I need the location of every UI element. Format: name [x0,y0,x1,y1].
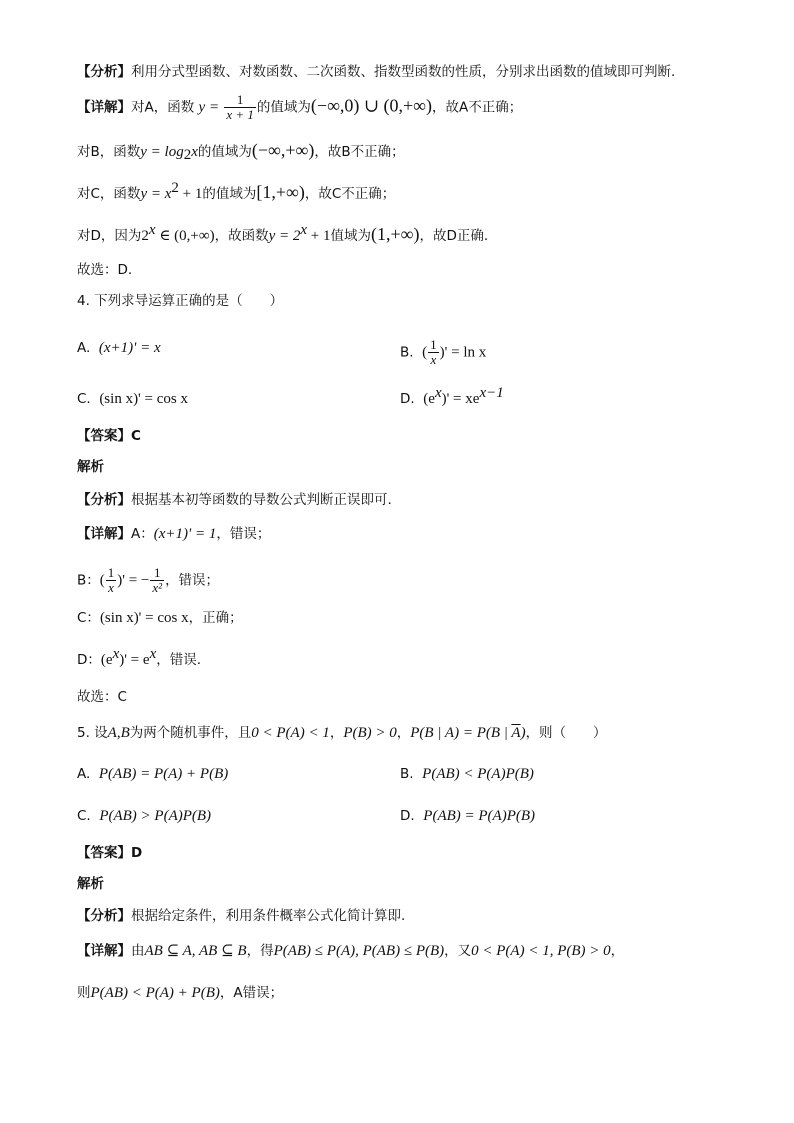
math-expression: P(AB) ≤ P(A), P(AB) ≤ P(B) [273,943,445,959]
text-segment: ，则（ ） [525,725,607,741]
math-expression: P(B | A) = P(B | [410,725,512,741]
q4-option-d [400,385,504,409]
text-segment: B： [77,572,100,589]
text-segment: ， [396,725,411,741]
math-expression: P(AB) = P(A) + P(B) [98,766,229,782]
text-segment: ， [610,943,625,959]
math-expression: (−∞,+∞) [251,140,315,160]
math-expression: (1,+∞) [371,224,420,244]
text-segment: 5. 设 [77,725,108,741]
fraction [224,93,256,122]
superscript: x [434,385,442,401]
math-expression: )' = xe [441,391,480,407]
detail-line-d [77,224,488,246]
math-expression: + 1 [307,228,331,244]
detail-tag: 【详解】 [77,526,131,542]
math-expression: ) [520,725,526,741]
math-expression: P(AB) < P(A)P(B) [422,766,534,782]
text-segment: 的值域为 [202,186,257,202]
math-expression: )' = − [117,572,150,589]
text-segment: ， [329,725,344,741]
math-expression: A,B [107,725,130,741]
fraction-denominator: x² [152,580,163,595]
math-expression: (x+1)' = x [98,340,161,356]
analysis-5 [77,906,405,926]
q5-option-a [77,764,228,784]
text-segment: ，故B不正确； [314,144,405,160]
math-expression: 2 [141,228,149,244]
fraction-numerator: 1 [430,337,437,352]
question-5 [77,723,607,743]
math-expression: (sin x)' = cos x [99,391,188,407]
text-segment: ，故函数 [214,228,269,244]
text-segment: 的值域为 [256,99,311,116]
text-segment: ，故C不正确； [304,186,396,202]
option-label: A. [77,766,91,782]
detail-line-a [77,93,522,122]
math-expression: y = [198,99,220,116]
fraction [428,338,439,367]
fraction-denominator: x [108,580,114,595]
text-segment: C： [77,610,100,626]
detail-4-d [77,646,202,670]
q4-option-a [77,338,161,358]
math-expression: ( [422,344,428,361]
math-expression: P(B) > 0 [343,725,397,741]
math-expression: y = log [140,144,184,160]
option-label: D. [400,808,415,824]
math-expression: x [191,144,198,160]
math-expression: ∈ (0,+∞) [155,228,215,244]
math-expression: (−∞,0) ∪ (0,+∞) [310,95,432,116]
math-expression: AB ⊆ A, AB ⊆ B [144,943,247,959]
superscript: 2 [171,180,179,196]
math-expression: [1,+∞) [256,182,305,202]
choose-4: 故选：C [77,689,127,705]
superscript: x−1 [479,385,504,401]
math-expression: + 1 [178,186,203,202]
detail-line-c [77,182,395,204]
analysis-line-1 [77,62,675,82]
math-expression: (e [423,391,435,407]
math-expression: ( [99,572,105,589]
option-label: B. [400,344,414,361]
fraction-numerator: 1 [150,566,164,581]
fraction-numerator: 1 [107,565,115,580]
text-segment: 对C，函数 [77,186,141,202]
math-expression: )' = e [119,652,150,668]
text-segment: 为两个随机事件，且 [129,725,252,741]
text-segment: A： [131,526,154,542]
detail-4-c [77,608,243,628]
math-expression: P(AB) > P(A)P(B) [99,808,212,824]
q5-option-d [400,806,535,826]
option-label: C. [77,391,91,407]
detail-tag: 【详解】 [77,943,131,959]
text-segment: 值域为 [330,228,371,244]
option-label: D. [400,391,415,407]
q5-option-c [77,806,211,826]
analysis-tag: 【分析】 [77,492,131,508]
subscript: 2 [183,147,192,163]
question-4: 4. 下列求导运算正确的是（ ） [77,293,284,309]
text-segment: 对A，函数 [131,99,195,116]
analysis-tag: 【分析】 [77,64,131,80]
text-segment: ，错误. [156,652,202,668]
text-segment: 则 [77,985,91,1001]
text-segment: ，故D正确. [419,228,489,244]
text-segment: ，得 [246,943,274,959]
solution-heading-5: 解析 [77,876,104,892]
detail-4-b [77,566,219,595]
fraction-denominator: x [430,352,437,367]
text-segment: ，正确； [188,610,243,626]
fraction-denominator: x + 1 [226,107,254,122]
superscript: x [112,646,120,662]
detail-5-b [77,983,283,1003]
superscript: x [148,222,156,238]
math-expression: )' = ln x [439,344,487,361]
superscript: x [300,222,308,238]
detail-4-a [77,524,270,544]
detail-tag: 【详解】 [77,99,131,116]
math-expression: P(AB) = P(A)P(B) [423,808,536,824]
superscript: x [149,646,157,662]
text-segment: D： [77,652,101,668]
analysis-4 [77,490,392,510]
math-expression: (sin x)' = cos x [99,610,189,626]
answer-5: 【答案】D [77,845,143,861]
text-segment: 对D，因为 [77,228,142,244]
math-expression: (x+1)' = 1 [153,526,217,542]
math-expression: y = x [140,186,172,202]
math-expression: P(AB) < P(A) + P(B) [90,985,220,1001]
fraction [106,566,117,595]
math-expression: $\overline{A}$ [511,725,521,741]
answer-4: 【答案】C [77,428,141,444]
math-expression: (e [100,652,113,668]
text-segment: ，又 [444,943,472,959]
text-segment: ，故A不正确； [431,99,523,116]
analysis-text: 根据给定条件，利用条件概率公式化简计算即. [131,908,406,924]
text-segment: ，错误； [165,572,220,589]
analysis-text: 根据基本初等函数的导数公式判断正误即可. [131,492,392,508]
text-segment: 对B，函数 [77,144,141,160]
choose-line: 故选：D. [77,262,133,278]
math-expression: y = 2 [268,228,301,244]
fraction [150,566,164,595]
solution-heading-4: 解析 [77,459,104,475]
q4-option-b [400,338,486,367]
option-label: C. [77,808,91,824]
math-expression: 0 < P(A) < 1 [251,725,330,741]
option-label: A. [77,340,91,356]
text-segment: ，A错误； [219,985,284,1001]
text-segment: ，错误； [216,526,271,542]
analysis-text: 利用分式型函数、对数函数、二次函数、指数型函数的性质，分别求出函数的值域即可判断. [131,64,676,80]
text-segment: 的值域为 [197,144,252,160]
analysis-tag: 【分析】 [77,908,131,924]
detail-5-a [77,941,624,961]
q5-option-b [400,764,534,784]
q4-option-c [77,389,188,409]
math-expression: 0 < P(A) < 1, P(B) > 0 [471,943,611,959]
text-segment: 由 [131,943,145,959]
option-label: B. [400,766,414,782]
fraction-numerator: 1 [224,93,256,108]
detail-line-b [77,140,405,162]
